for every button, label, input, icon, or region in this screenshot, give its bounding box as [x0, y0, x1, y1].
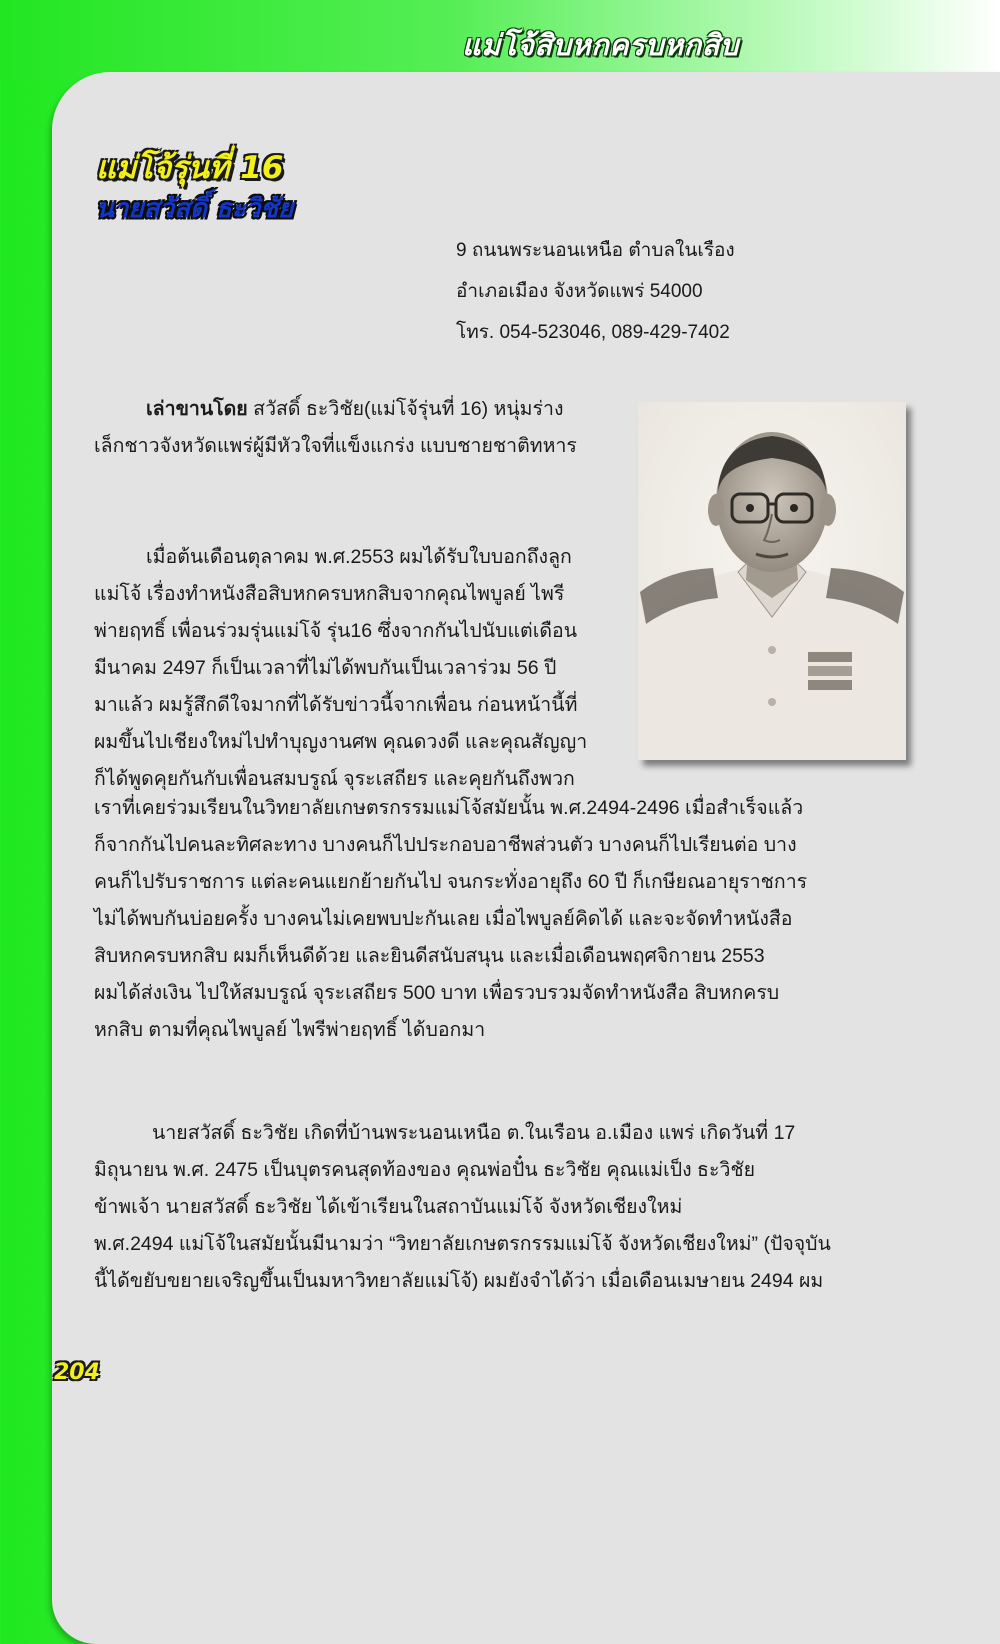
paragraph-line: ก็ได้พูดคุยกันกับเพื่อนสมบรูณ์ จุระเสถียร และคุยกันถึงพวก [94, 768, 575, 790]
intro-text: สวัสดิ์ ธะวิชัย(แม่โจ้รุ่นที่ 16) หนุ่มร่าง [247, 398, 564, 420]
paragraph-line: หกสิบ ตามที่คุณไพบูลย์ ไพรีพ่ายฤทธิ์ ได้บอกมา [94, 1019, 486, 1041]
paragraph-line: ไม่ได้พบกันบ่อยครั้ง บางคนไม่เคยพบปะกันเลย เมื่อไพบูลย์คิดได้ และจะจัดทำหนังสือ [94, 908, 793, 930]
portrait-photo-graphic [638, 402, 906, 760]
paragraph-1-wide [94, 790, 872, 1049]
section-person-name: นายสวัสดิ์ ธะวิชัย [96, 194, 294, 224]
running-header-title: แม่โจ้สิบหกครบหกสิบ [462, 28, 739, 62]
paragraph-line: เมื่อต้นเดือนตุลาคม พ.ศ.2553 ผมได้รับใบบอกถึงลูก [146, 546, 572, 568]
paragraph-line: ข้าพเจ้า นายสวัสดิ์ ธะวิชัย ได้เข้าเรียนในสถาบันแม่โจ้ จังหวัดเชียงใหม่ [94, 1196, 683, 1218]
paragraph-line: ก็จากกันไปคนละทิศละทาง บางคนก็ไปประกอบอาชีพส่วนตัว บางคนก็ไปเรียนต่อ บาง [94, 834, 797, 856]
paragraph-line: ผมขึ้นไปเชียงใหม่ไปทำบุญงานศพ คุณดวงดี และคุณสัญญา [94, 731, 588, 753]
paragraph-line: สิบหกครบหกสิบ ผมก็เห็นดีด้วย และยินดีสนับสนุน และเมื่อเดือนพฤศจิกายน 2553 [94, 945, 765, 967]
paragraph-line: คนก็ไปรับราชการ แต่ละคนแยกย้ายกันไป จนกระทั่งอายุถึง 60 ปี ก็เกษียณอายุราชการ [94, 871, 808, 893]
paragraph-line: มีนาคม 2497 ก็เป็นเวลาที่ไม่ได้พบกันเป็นเวลาร่วม 56 ปี [94, 657, 557, 679]
paragraph-line: เราที่เคยร่วมเรียนในวิทยาลัยเกษตรกรรมแม่โจ้สมัยนั้น พ.ศ.2494-2496 เมื่อสำเร็จแล้ว [94, 797, 804, 819]
paragraph-line: นี้ได้ขยับขยายเจริญขึ้นเป็นมหาวิทยาลัยแม่โจ้) ผมยังจำได้ว่า เมื่อเดือนเมษายน 2494 ผม [94, 1270, 824, 1292]
paragraph-line: มาแล้ว ผมรู้สึกดีใจมากที่ได้รับข่าวนี้จากเพื่อน ก่อนหน้านี้ที่ [94, 694, 578, 716]
intro-lead: เล่าขานโดย [146, 398, 248, 420]
paragraph-line: นายสวัสดิ์ ธะวิชัย เกิดที่บ้านพระนอนเหนือ ต.ในเรือน อ.เมือง แพร่ เกิดวันที่ 17 [152, 1122, 796, 1144]
paragraph-line: พ่ายฤทธิ์ เพื่อนร่วมรุ่นแม่โจ้ รุ่น16 ซึ่งจากกันไปนับแต่เดือน [94, 620, 578, 642]
address-line: 9 ถนนพระนอนเหนือ ตำบลในเรือง [456, 240, 735, 261]
paragraph-line: พ.ศ.2494 แม่โจ้ในสมัยนั้นมีนามว่า “วิทยาลัยเกษตรกรรมแม่โจ้ จังหวัดเชียงใหม่” (ปัจจุบัน [94, 1233, 831, 1255]
intro-text: เล็กชาวจังหวัดแพร่ผู้มีหัวใจที่แข็งแกร่ง แบบชายชาติทหาร [94, 435, 577, 457]
paragraph-line: แม่โจ้ เรื่องทำหนังสือสิบหกครบหกสิบจากคุณไพบูลย์ ไพรี [94, 583, 565, 605]
paragraph-line: มิถุนายน พ.ศ. 2475 เป็นบุตรคนสุดท้องของ คุณพ่อปั๋น ธะวิชัย คุณแม่เป็ง ธะวิชัย [94, 1159, 756, 1181]
paragraph-2 [94, 1115, 872, 1300]
section-title: แม่โจ้รุ่นที่ 16 [96, 150, 284, 186]
address-line: อำเภอเมือง จังหวัดแพร่ 54000 [456, 281, 703, 302]
paragraph-1-narrow [94, 539, 618, 798]
intro-paragraph [94, 391, 618, 465]
phone-line: โทร. 054-523046, 089-429-7402 [456, 322, 730, 343]
address-block [456, 230, 735, 353]
paragraph-line: ผมได้ส่งเงิน ไปให้สมบรูณ์ จุระเสถียร 500 บาท เพื่อรวบรวมจัดทำหนังสือ สิบหกครบ [94, 982, 780, 1004]
page-number: 204 [54, 1360, 100, 1385]
portrait-photo [638, 402, 906, 760]
